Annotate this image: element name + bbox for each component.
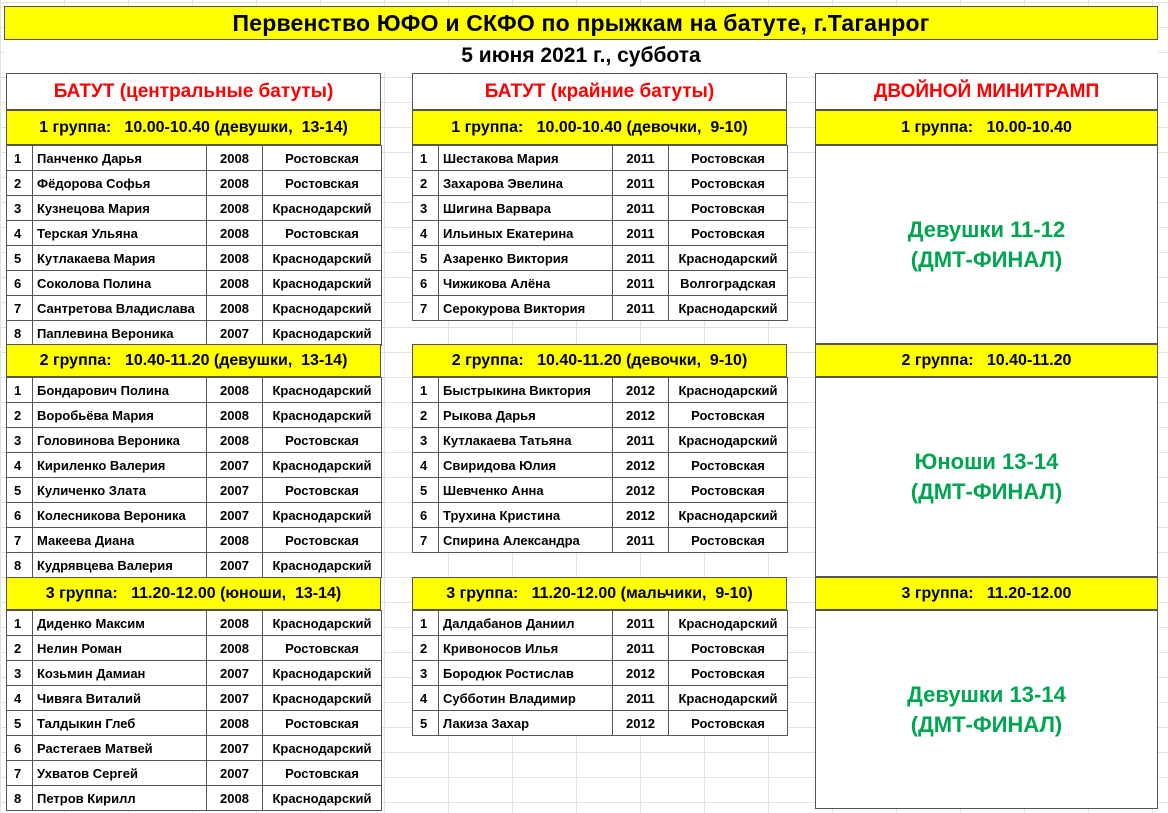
- center-group-3-table: [6, 610, 382, 811]
- dmt-group-3-header: 3 группа: 11.20-12.00: [815, 577, 1158, 610]
- athlete-name: Фёдорова Софья: [33, 171, 207, 196]
- outer-group-3-header: 3 группа: 11.20-12.00 (мальчики, 9-10): [412, 577, 787, 610]
- athlete-number: 5: [7, 711, 33, 736]
- athlete-number: 2: [413, 171, 439, 196]
- birth-year: 2011: [613, 146, 669, 171]
- table-row: [413, 403, 788, 428]
- page-title: Первенство ЮФО и СКФО по прыжкам на батуте, г.Таганрог: [4, 6, 1158, 40]
- birth-year: 2007: [207, 553, 263, 578]
- table-row: [7, 661, 382, 686]
- table-row: [7, 403, 382, 428]
- birth-year: 2011: [613, 296, 669, 321]
- table-row: [413, 503, 788, 528]
- athlete-number: 3: [7, 428, 33, 453]
- athlete-name: Сантретова Владислава: [33, 296, 207, 321]
- athlete-name: Субботин Владимир: [439, 686, 613, 711]
- table-row: [413, 528, 788, 553]
- athlete-name: Куличенко Злата: [33, 478, 207, 503]
- athlete-region: Краснодарский: [669, 611, 788, 636]
- table-row: [413, 453, 788, 478]
- athlete-number: 2: [413, 403, 439, 428]
- athlete-number: 7: [7, 296, 33, 321]
- birth-year: 2008: [207, 171, 263, 196]
- athlete-name: Кутлакаева Татьяна: [439, 428, 613, 453]
- athlete-region: Краснодарский: [263, 321, 382, 346]
- athlete-region: Ростовская: [669, 453, 788, 478]
- table-row: [413, 428, 788, 453]
- table-row: [7, 171, 382, 196]
- athlete-name: Кузнецова Мария: [33, 196, 207, 221]
- birth-year: 2012: [613, 711, 669, 736]
- table-row: [413, 146, 788, 171]
- center-group-3-header: 3 группа: 11.20-12.00 (юноши, 13-14): [6, 577, 381, 610]
- athlete-number: 1: [7, 611, 33, 636]
- table-row: [413, 636, 788, 661]
- athlete-region: Волгоградская: [669, 271, 788, 296]
- athlete-name: Воробьёва Мария: [33, 403, 207, 428]
- athlete-name: Шигина Варвара: [439, 196, 613, 221]
- table-row: [413, 171, 788, 196]
- table-row: [7, 296, 382, 321]
- athlete-name: Чивяга Виталий: [33, 686, 207, 711]
- athlete-region: Ростовская: [669, 528, 788, 553]
- athlete-name: Чижикова Алёна: [439, 271, 613, 296]
- birth-year: 2008: [207, 611, 263, 636]
- athlete-region: Краснодарский: [263, 661, 382, 686]
- birth-year: 2008: [207, 296, 263, 321]
- dmt-group-2-box: [815, 377, 1158, 577]
- dmt-group-1-category: Девушки 11-12: [907, 216, 1066, 242]
- birth-year: 2012: [613, 378, 669, 403]
- athlete-name: Свиридова Юлия: [439, 453, 613, 478]
- athlete-number: 1: [413, 146, 439, 171]
- athlete-region: Ростовская: [263, 146, 382, 171]
- athlete-number: 2: [413, 636, 439, 661]
- athlete-name: Шевченко Анна: [439, 478, 613, 503]
- table-row: [413, 271, 788, 296]
- table-row: [413, 296, 788, 321]
- athlete-name: Трухина Кристина: [439, 503, 613, 528]
- athlete-number: 4: [413, 453, 439, 478]
- birth-year: 2008: [207, 196, 263, 221]
- dmt-group-2-category: Юноши 13-14: [914, 449, 1059, 474]
- athlete-number: 7: [7, 761, 33, 786]
- table-row: [7, 453, 382, 478]
- table-row: [413, 378, 788, 403]
- athlete-name: Серокурова Виктория: [439, 296, 613, 321]
- birth-year: 2007: [207, 686, 263, 711]
- center-group-1-table: [6, 145, 382, 346]
- athlete-region: Ростовская: [263, 636, 382, 661]
- athlete-number: 1: [7, 378, 33, 403]
- table-row: [413, 246, 788, 271]
- athlete-name: Петров Кирилл: [33, 786, 207, 811]
- athlete-name: Талдыкин Глеб: [33, 711, 207, 736]
- birth-year: 2008: [207, 528, 263, 553]
- athlete-region: Краснодарский: [669, 246, 788, 271]
- outer-group-2-table: [412, 377, 788, 553]
- athlete-region: Ростовская: [669, 171, 788, 196]
- table-row: [7, 478, 382, 503]
- athlete-number: 6: [413, 503, 439, 528]
- birth-year: 2007: [207, 321, 263, 346]
- athlete-name: Лакиза Захар: [439, 711, 613, 736]
- dmt-group-1-stage: (ДМТ-ФИНАЛ): [910, 246, 1063, 272]
- athlete-number: 3: [413, 428, 439, 453]
- table-row: [413, 711, 788, 736]
- athlete-region: Краснодарский: [263, 736, 382, 761]
- athlete-region: Ростовская: [669, 478, 788, 503]
- outer-trampoline-title: БАТУТ (крайние батуты): [412, 73, 787, 110]
- athlete-number: 3: [413, 196, 439, 221]
- birth-year: 2011: [613, 611, 669, 636]
- birth-year: 2011: [613, 246, 669, 271]
- athlete-region: Ростовская: [263, 761, 382, 786]
- athlete-number: 3: [7, 661, 33, 686]
- table-row: [7, 221, 382, 246]
- athlete-name: Макеева Диана: [33, 528, 207, 553]
- table-row: [7, 553, 382, 578]
- athlete-name: Быстрыкина Виктория: [439, 378, 613, 403]
- athlete-number: 8: [7, 321, 33, 346]
- athlete-region: Краснодарский: [669, 503, 788, 528]
- table-row: [413, 661, 788, 686]
- athlete-name: Диденко Максим: [33, 611, 207, 636]
- athlete-name: Азаренко Виктория: [439, 246, 613, 271]
- table-row: [7, 786, 382, 811]
- athlete-name: Терская Ульяна: [33, 221, 207, 246]
- athlete-name: Бондарович Полина: [33, 378, 207, 403]
- birth-year: 2008: [207, 636, 263, 661]
- athlete-region: Краснодарский: [263, 503, 382, 528]
- birth-year: 2011: [613, 528, 669, 553]
- birth-year: 2008: [207, 271, 263, 296]
- athlete-region: Краснодарский: [263, 611, 382, 636]
- athlete-number: 8: [7, 786, 33, 811]
- athlete-number: 1: [413, 378, 439, 403]
- birth-year: 2011: [613, 196, 669, 221]
- birth-year: 2012: [613, 661, 669, 686]
- athlete-number: 2: [7, 403, 33, 428]
- center-trampoline-title: БАТУТ (центральные батуты): [6, 73, 381, 110]
- athlete-number: 5: [413, 478, 439, 503]
- birth-year: 2008: [207, 246, 263, 271]
- center-group-2-header: 2 группа: 10.40-11.20 (девушки, 13-14): [6, 344, 381, 377]
- table-row: [7, 321, 382, 346]
- athlete-number: 3: [413, 661, 439, 686]
- birth-year: 2011: [613, 428, 669, 453]
- birth-year: 2007: [207, 478, 263, 503]
- birth-year: 2008: [207, 146, 263, 171]
- dmt-group-3-box: [815, 610, 1158, 809]
- table-row: [7, 146, 382, 171]
- dmt-group-2-header: 2 группа: 10.40-11.20: [815, 344, 1158, 377]
- dmt-group-2-stage: (ДМТ-ФИНАЛ): [910, 479, 1063, 504]
- athlete-region: Ростовская: [669, 711, 788, 736]
- birth-year: 2008: [207, 428, 263, 453]
- dmt-group-3-category: Девушки 13-14: [907, 681, 1066, 707]
- athlete-region: Краснодарский: [669, 296, 788, 321]
- athlete-region: Ростовская: [263, 478, 382, 503]
- athlete-number: 4: [413, 221, 439, 246]
- athlete-region: Краснодарский: [263, 246, 382, 271]
- birth-year: 2012: [613, 478, 669, 503]
- athlete-name: Спирина Александра: [439, 528, 613, 553]
- athlete-region: Ростовская: [263, 428, 382, 453]
- table-row: [7, 503, 382, 528]
- birth-year: 2008: [207, 221, 263, 246]
- table-row: [7, 378, 382, 403]
- athlete-number: 7: [413, 528, 439, 553]
- table-row: [7, 761, 382, 786]
- athlete-number: 1: [7, 146, 33, 171]
- athlete-region: Краснодарский: [669, 686, 788, 711]
- athlete-name: Захарова Эвелина: [439, 171, 613, 196]
- athlete-number: 6: [7, 736, 33, 761]
- birth-year: 2008: [207, 786, 263, 811]
- birth-year: 2012: [613, 453, 669, 478]
- birth-year: 2011: [613, 171, 669, 196]
- athlete-number: 2: [7, 171, 33, 196]
- athlete-region: Краснодарский: [263, 378, 382, 403]
- table-row: [7, 686, 382, 711]
- athlete-number: 6: [413, 271, 439, 296]
- athlete-region: Краснодарский: [263, 196, 382, 221]
- athlete-region: Ростовская: [669, 403, 788, 428]
- double-minitramp-title: ДВОЙНОЙ МИНИТРАМП: [815, 73, 1158, 110]
- athlete-number: 7: [413, 296, 439, 321]
- table-row: [7, 528, 382, 553]
- birth-year: 2007: [207, 503, 263, 528]
- table-row: [7, 246, 382, 271]
- table-row: [413, 611, 788, 636]
- athlete-region: Краснодарский: [263, 686, 382, 711]
- athlete-name: Колесникова Вероника: [33, 503, 207, 528]
- outer-group-1-header: 1 группа: 10.00-10.40 (девочки, 9-10): [412, 110, 787, 145]
- table-row: [7, 736, 382, 761]
- athlete-name: Нелин Роман: [33, 636, 207, 661]
- table-row: [7, 428, 382, 453]
- table-row: [413, 686, 788, 711]
- athlete-name: Паплевина Вероника: [33, 321, 207, 346]
- birth-year: 2007: [207, 453, 263, 478]
- birth-year: 2007: [207, 761, 263, 786]
- athlete-region: Краснодарский: [669, 378, 788, 403]
- athlete-number: 1: [413, 611, 439, 636]
- birth-year: 2012: [613, 403, 669, 428]
- athlete-number: 4: [413, 686, 439, 711]
- athlete-region: Краснодарский: [263, 553, 382, 578]
- athlete-number: 4: [7, 686, 33, 711]
- athlete-region: Краснодарский: [263, 296, 382, 321]
- athlete-number: 5: [7, 246, 33, 271]
- outer-group-1-table: [412, 145, 788, 321]
- athlete-name: Растегаев Матвей: [33, 736, 207, 761]
- center-group-2-table: [6, 377, 382, 578]
- athlete-name: Соколова Полина: [33, 271, 207, 296]
- athlete-number: 4: [7, 221, 33, 246]
- athlete-region: Ростовская: [669, 146, 788, 171]
- athlete-name: Далдабанов Даниил: [439, 611, 613, 636]
- athlete-name: Ильиных Екатерина: [439, 221, 613, 246]
- athlete-number: 6: [7, 271, 33, 296]
- athlete-region: Краснодарский: [263, 403, 382, 428]
- athlete-region: Ростовская: [669, 221, 788, 246]
- athlete-name: Головинова Вероника: [33, 428, 207, 453]
- birth-year: 2011: [613, 271, 669, 296]
- outer-group-3-table: [412, 610, 788, 736]
- athlete-name: Кутлакаева Мария: [33, 246, 207, 271]
- athlete-region: Краснодарский: [669, 428, 788, 453]
- birth-year: 2007: [207, 661, 263, 686]
- table-row: [7, 196, 382, 221]
- birth-year: 2008: [207, 403, 263, 428]
- birth-year: 2007: [207, 736, 263, 761]
- athlete-region: Ростовская: [263, 171, 382, 196]
- athlete-name: Бородюк Ростислав: [439, 661, 613, 686]
- birth-year: 2008: [207, 378, 263, 403]
- athlete-number: 4: [7, 453, 33, 478]
- table-row: [413, 196, 788, 221]
- athlete-number: 5: [7, 478, 33, 503]
- dmt-group-1-header: 1 группа: 10.00-10.40: [815, 110, 1158, 145]
- athlete-region: Краснодарский: [263, 271, 382, 296]
- dmt-group-1-box: [815, 145, 1158, 344]
- athlete-region: Краснодарский: [263, 453, 382, 478]
- outer-group-2-header: 2 группа: 10.40-11.20 (девочки, 9-10): [412, 344, 787, 377]
- athlete-name: Козьмин Дамиан: [33, 661, 207, 686]
- athlete-number: 2: [7, 636, 33, 661]
- athlete-name: Кудрявцева Валерия: [33, 553, 207, 578]
- athlete-name: Шестакова Мария: [439, 146, 613, 171]
- athlete-name: Панченко Дарья: [33, 146, 207, 171]
- athlete-region: Ростовская: [263, 528, 382, 553]
- table-row: [413, 478, 788, 503]
- birth-year: 2011: [613, 686, 669, 711]
- athlete-region: Ростовская: [263, 711, 382, 736]
- table-row: [7, 711, 382, 736]
- birth-year: 2008: [207, 711, 263, 736]
- birth-year: 2012: [613, 503, 669, 528]
- athlete-name: Кривоносов Илья: [439, 636, 613, 661]
- athlete-number: 5: [413, 246, 439, 271]
- athlete-name: Рыкова Дарья: [439, 403, 613, 428]
- athlete-number: 5: [413, 711, 439, 736]
- athlete-region: Ростовская: [669, 196, 788, 221]
- athlete-name: Ухватов Сергей: [33, 761, 207, 786]
- athlete-region: Ростовская: [669, 661, 788, 686]
- athlete-number: 3: [7, 196, 33, 221]
- birth-year: 2011: [613, 221, 669, 246]
- athlete-number: 7: [7, 528, 33, 553]
- dmt-group-3-stage: (ДМТ-ФИНАЛ): [910, 711, 1063, 737]
- athlete-region: Ростовская: [669, 636, 788, 661]
- athlete-region: Ростовская: [263, 221, 382, 246]
- athlete-name: Кириленко Валерия: [33, 453, 207, 478]
- table-row: [7, 271, 382, 296]
- table-row: [413, 221, 788, 246]
- event-date: 5 июня 2021 г., суббота: [4, 40, 1158, 72]
- birth-year: 2011: [613, 636, 669, 661]
- center-group-1-header: 1 группа: 10.00-10.40 (девушки, 13-14): [6, 110, 381, 145]
- athlete-number: 6: [7, 503, 33, 528]
- athlete-region: Краснодарский: [263, 786, 382, 811]
- athlete-number: 8: [7, 553, 33, 578]
- table-row: [7, 611, 382, 636]
- table-row: [7, 636, 382, 661]
